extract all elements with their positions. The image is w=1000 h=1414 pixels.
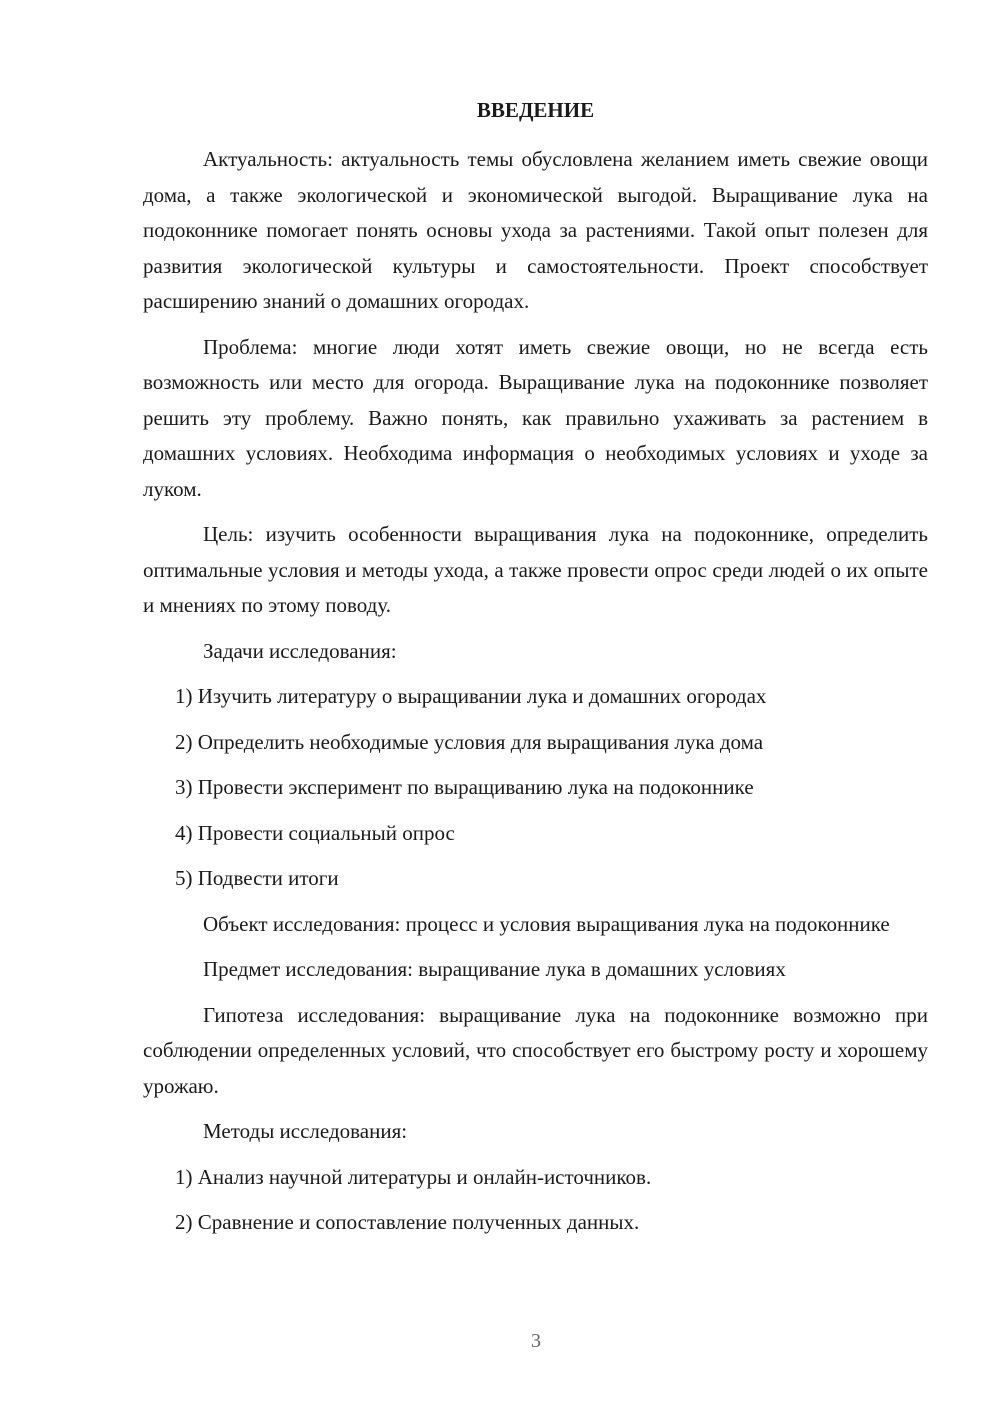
methods-heading: Методы исследования: [203, 1119, 408, 1143]
list-item: 5) Подвести итоги [175, 866, 339, 890]
page-number: 3 [531, 1330, 541, 1352]
tasks-heading: Задачи исследования: [203, 638, 397, 663]
tasks-list [143, 679, 928, 897]
list-item: 1) Изучить литературу о выращивании лука и домашних огородах [175, 684, 767, 708]
object-paragraph: Объект исследования: процесс и условия выращивания лука на подоконнике [203, 911, 890, 936]
methods-list [143, 1160, 928, 1241]
list-item: 2) Определить необходимые условия для выращивания лука дома [175, 729, 764, 754]
relevance-paragraph: Актуальность: актуальность темы обусловлена желанием иметь свежие овощи дома, а также экологической и экономической выгодой. Выращивание лука на подоконнике помогает понять основы ухода за растениями. Такой опыт полезен для развития экологической культуры и самостоятельности. Проект способствует расширению знаний о домашних огородах. [143, 147, 928, 313]
list-item: 2) Сравнение и сопоставление полученных данных. [175, 1210, 640, 1234]
hypothesis-paragraph: Гипотеза исследования: выращивание лука на подоконнике возможно при соблюдении определенных условий, что способствует его быстрому росту и хорошему урожаю. [143, 1002, 928, 1098]
list-item: 4) Провести социальный опрос [175, 820, 455, 845]
list-item: 1) Анализ научной литературы и онлайн-источников. [175, 1164, 652, 1189]
list-item: 3) Провести эксперимент по выращиванию лука на подоконнике [175, 775, 754, 799]
subject-paragraph: Предмет исследования: выращивание лука в домашних условиях [203, 957, 786, 981]
page-title: ВВЕДЕНИЕ [476, 98, 595, 122]
problem-paragraph: Проблема: многие люди хотят иметь свежие овощи, но не всегда есть возможность или место для огорода. Выращивание лука на подоконнике позволяет решить эту проблему. Важно понять, как правильно ухаживать за растением в домашних условиях. Необходима информация о необходимых условиях и уходе за луком. [143, 334, 928, 501]
goal-paragraph: Цель: изучить особенности выращивания лука на подоконнике, определить оптимальные условия и методы ухода, а также провести опрос среди людей о их опыте и мнениях по этому поводу. [143, 522, 928, 617]
